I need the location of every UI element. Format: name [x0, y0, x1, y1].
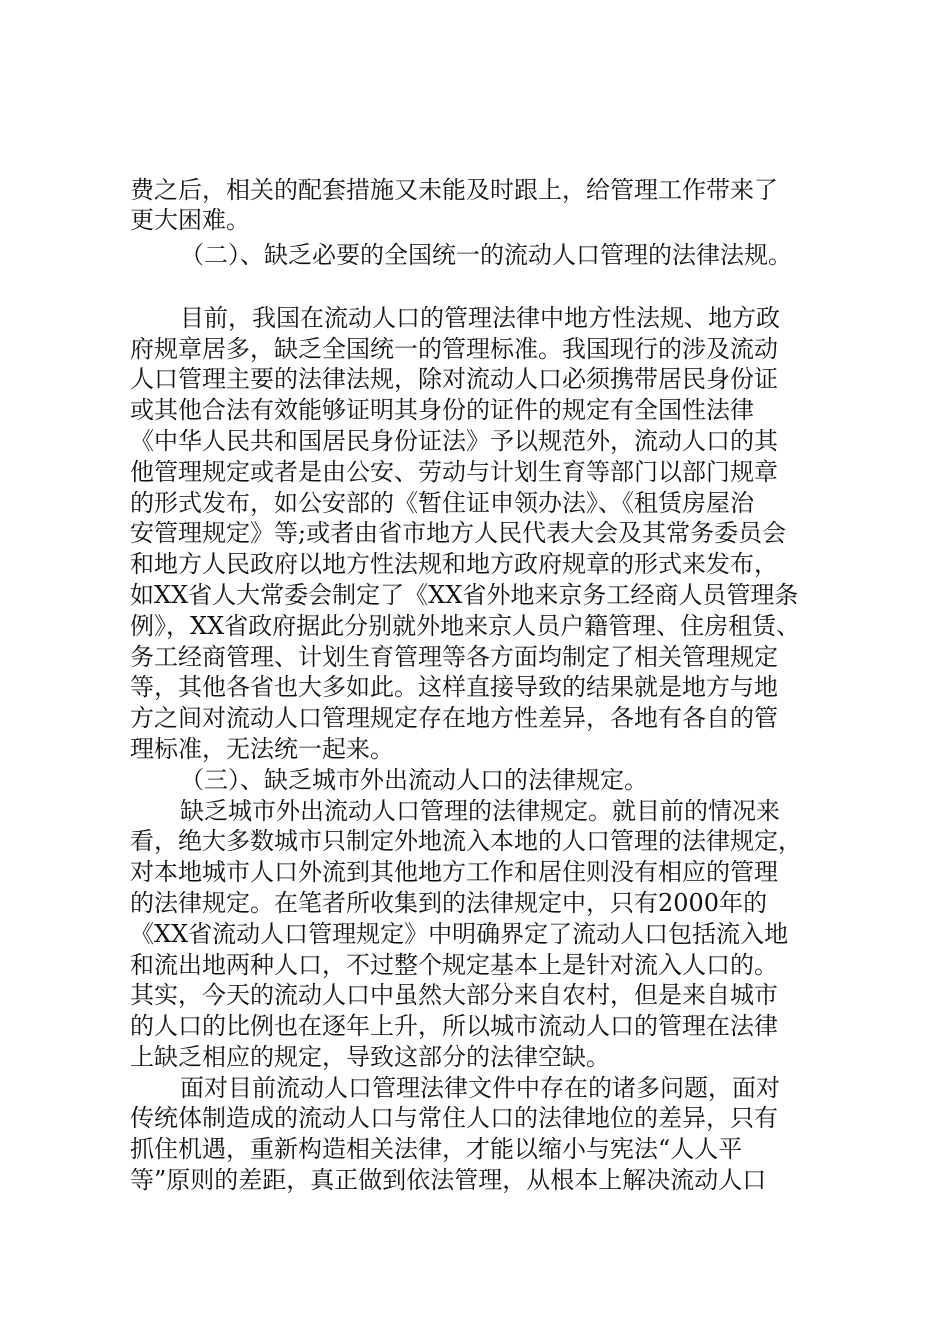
section-heading-two: （二）、缺乏必要的全国统一的流动人口管理的法律法规。	[180, 241, 792, 269]
body-line: 对本地城市人口外流到其他地方工作和居住则没有相应的管理	[130, 858, 778, 886]
body-line: 抓住机遇，重新构造相关法律，才能以缩小与宪法“人人平	[130, 1135, 743, 1163]
body-line: 的形式发布，如公安部的《暂住证申领办法》、《租赁房屋治	[130, 489, 754, 517]
body-line: 《XX省流动人口管理规定》中明确界定了流动人口包括流入地	[130, 920, 789, 948]
body-line: 看，绝大多数城市只制定外地流入本地的人口管理的法律规定，	[130, 827, 802, 855]
body-line: 等”原则的差距，真正做到依法管理，从根本上解决流动人口	[130, 1166, 767, 1194]
paragraph-start: 缺乏城市外出流动人口管理的法律规定。就目前的情况来	[180, 797, 780, 825]
body-line: 的法律规定。在笔者所收集到的法律规定中，只有2000年的	[130, 889, 768, 917]
paragraph-start: 目前，我国在流动人口的管理法律中地方性法规、地方政	[180, 304, 780, 332]
body-line: 例》，XX省政府据此分别就外地来京人员户籍管理、住房租赁、	[130, 612, 801, 640]
section-heading-three: （三）、缺乏城市外出流动人口的法律规定。	[180, 766, 648, 794]
body-line: 他管理规定或者是由公安、劳动与计划生育等部门以部门规章	[130, 458, 778, 486]
body-line: 和流出地两种人口，不过整个规定基本上是针对流入人口的。	[130, 951, 778, 979]
body-line: 传统体制造成的流动人口与常住人口的法律地位的差异，只有	[130, 1104, 778, 1132]
body-line: 人口管理主要的法律法规，除对流动人口必须携带居民身份证	[130, 365, 778, 393]
body-line: 府规章居多，缺乏全国统一的管理标准。我国现行的涉及流动	[130, 335, 778, 363]
body-line: 理标准，无法统一起来。	[130, 735, 394, 763]
body-line: 更大困难。	[130, 206, 250, 234]
body-line: 等，其他各省也大多如此。这样直接导致的结果就是地方与地	[130, 673, 778, 701]
body-line: 安管理规定》等;或者由省市地方人民代表大会及其常务委员会	[130, 519, 787, 547]
body-line: 方之间对流动人口管理规定存在地方性差异，各地有各自的管	[130, 704, 778, 732]
body-line: 的人口的比例也在逐年上升，所以城市流动人口的管理在法律	[130, 1012, 778, 1040]
paragraph-start: 面对目前流动人口管理法律文件中存在的诸多问题，面对	[180, 1074, 780, 1102]
body-line: 上缺乏相应的规定，导致这部分的法律空缺。	[130, 1043, 610, 1071]
body-line: 其实，今天的流动人口中虽然大部分来自农村，但是来自城市	[130, 981, 778, 1009]
body-line: 如XX省人大常委会制定了《XX省外地来京务工经商人员管理条	[130, 581, 799, 609]
body-line: 或其他合法有效能够证明其身份的证件的规定有全国性法律	[130, 396, 754, 424]
body-line: 《中华人民共和国居民身份证法》予以规范外，流动人口的其	[130, 427, 778, 455]
body-line: 费之后，相关的配套措施又未能及时跟上，给管理工作带来了	[130, 176, 778, 204]
body-line: 和地方人民政府以地方性法规和地方政府规章的形式来发布，	[130, 550, 778, 578]
body-line: 务工经商管理、计划生育管理等各方面均制定了相关管理规定	[130, 643, 778, 671]
